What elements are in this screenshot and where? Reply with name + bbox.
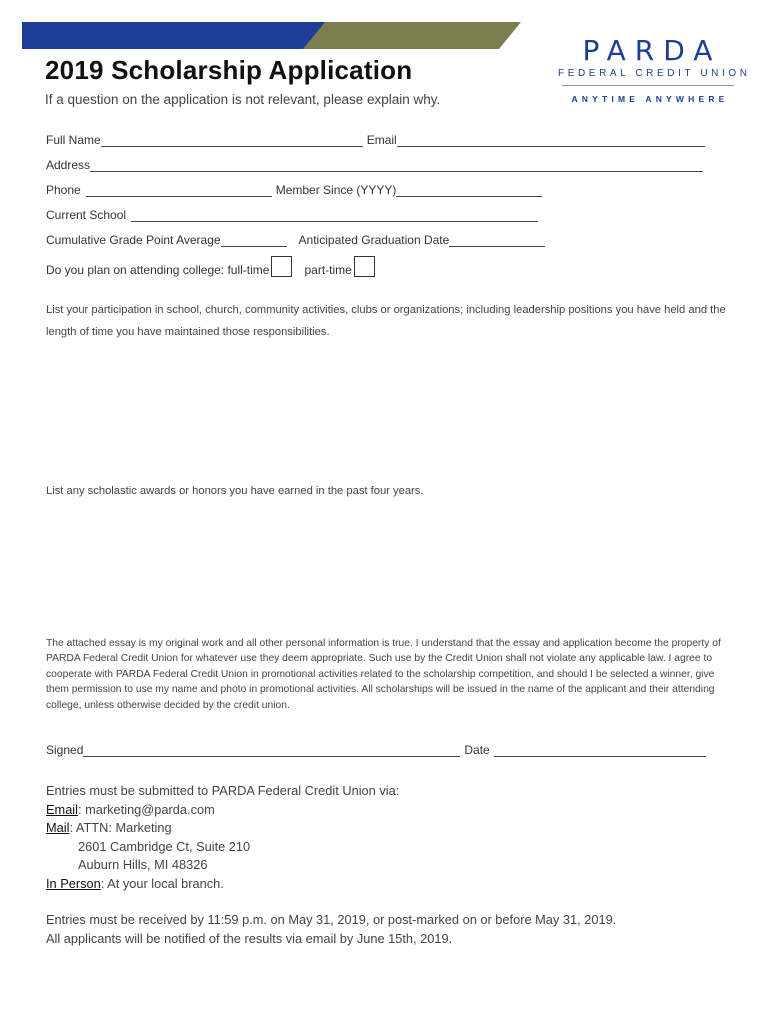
logo-divider <box>562 85 734 86</box>
entries-email <box>46 801 399 820</box>
address-field[interactable] <box>90 159 703 172</box>
entries-section <box>46 782 399 893</box>
full-time-checkbox[interactable] <box>271 256 292 277</box>
row-address <box>46 158 703 172</box>
graduation-label: Anticipated Graduation Date <box>298 233 450 247</box>
phone-label: Phone <box>46 183 81 197</box>
date-field[interactable] <box>494 744 706 757</box>
row-gpa-graduation <box>46 233 545 247</box>
full-name-label: Full Name <box>46 133 101 147</box>
logo-name: PARDA <box>582 34 722 67</box>
email-method-label: Email <box>46 801 78 817</box>
entries-intro: Entries must be submitted to PARDA Federal Credit Union via: <box>46 783 400 798</box>
mail-city: Auburn Hills, MI 48326 <box>78 857 208 872</box>
mail-method-attn: : ATTN: Marketing <box>69 820 172 835</box>
mail-method-label: Mail <box>46 820 70 835</box>
page-subtitle: If a question on the application is not relevant, please explain why. <box>45 92 441 107</box>
in-person-method-label: In Person <box>46 875 101 891</box>
current-school-label: Current School <box>46 208 127 222</box>
phone-field[interactable] <box>86 184 272 197</box>
deadline-line-1: Entries must be received by 11:59 p.m. on May 31, 2019, or post-marked on or before May 31, 2019. <box>46 912 617 927</box>
awards-question: List any scholastic awards or honors you have earned in the past four years. <box>46 485 424 497</box>
in-person-method-value: : At your local branch. <box>100 875 224 891</box>
graduation-field[interactable] <box>449 234 545 247</box>
row-name-email <box>46 133 705 147</box>
row-college-plan <box>46 256 375 277</box>
legal-statement: The attached essay is my original work and all other personal information is true. I understand that the essay and application become the property of PARDA Federal Credit Union for whatever use they deem appropriate. Such use by the Credit Union shall not violate any applicable law. I agree to cooperate with PARDA Federal Credit Union in promotional activities related to the scholarship competition, and should I be selected a winner, give them permission to use my name and photo in promotional activities. All scholarships will be issued in the name of the applicant and their attending college, unless otherwise decided by the credit union. <box>46 638 721 711</box>
entries-in-person <box>46 875 399 894</box>
mail-street: 2601 Cambridge Ct, Suite 210 <box>78 838 251 854</box>
member-since-label: Member Since (YYYY) <box>275 183 397 197</box>
header-bar-blue <box>22 22 342 49</box>
row-phone-member <box>46 183 542 197</box>
signature-field[interactable] <box>83 744 460 757</box>
member-since-field[interactable] <box>396 184 542 197</box>
current-school-field[interactable] <box>131 209 538 222</box>
logo-tagline: ANYTIME ANYWHERE <box>571 94 729 104</box>
full-name-field[interactable] <box>101 134 363 147</box>
address-label: Address <box>46 158 91 172</box>
date-label: Date <box>464 743 490 757</box>
header-bar-olive <box>303 22 521 49</box>
page-title: 2019 Scholarship Application <box>45 55 413 85</box>
deadline-line-2: All applicants will be notified of the results via email by June 15th, 2019. <box>46 930 453 946</box>
college-question-label: Do you plan on attending college: full-time <box>46 263 270 277</box>
gpa-label: Cumulative Grade Point Average <box>46 233 221 247</box>
deadline-section <box>46 911 616 948</box>
entries-mail <box>46 819 399 838</box>
part-time-checkbox[interactable] <box>354 256 375 277</box>
signed-label: Signed <box>46 743 84 757</box>
gpa-field[interactable] <box>221 234 287 247</box>
parda-logo <box>558 34 751 104</box>
email-label: Email <box>366 133 397 147</box>
logo-subtitle: FEDERAL CREDIT UNION <box>558 68 751 79</box>
email-method-value: : marketing@parda.com <box>78 801 215 817</box>
row-school <box>46 208 538 222</box>
row-signature <box>46 743 706 757</box>
participation-question: List your participation in school, church, community activities, clubs or organizations; including leadership positions you have held and the length of time you have maintained those responsibilities. <box>46 304 726 338</box>
part-time-label: part-time <box>304 263 352 277</box>
email-field[interactable] <box>397 134 705 147</box>
